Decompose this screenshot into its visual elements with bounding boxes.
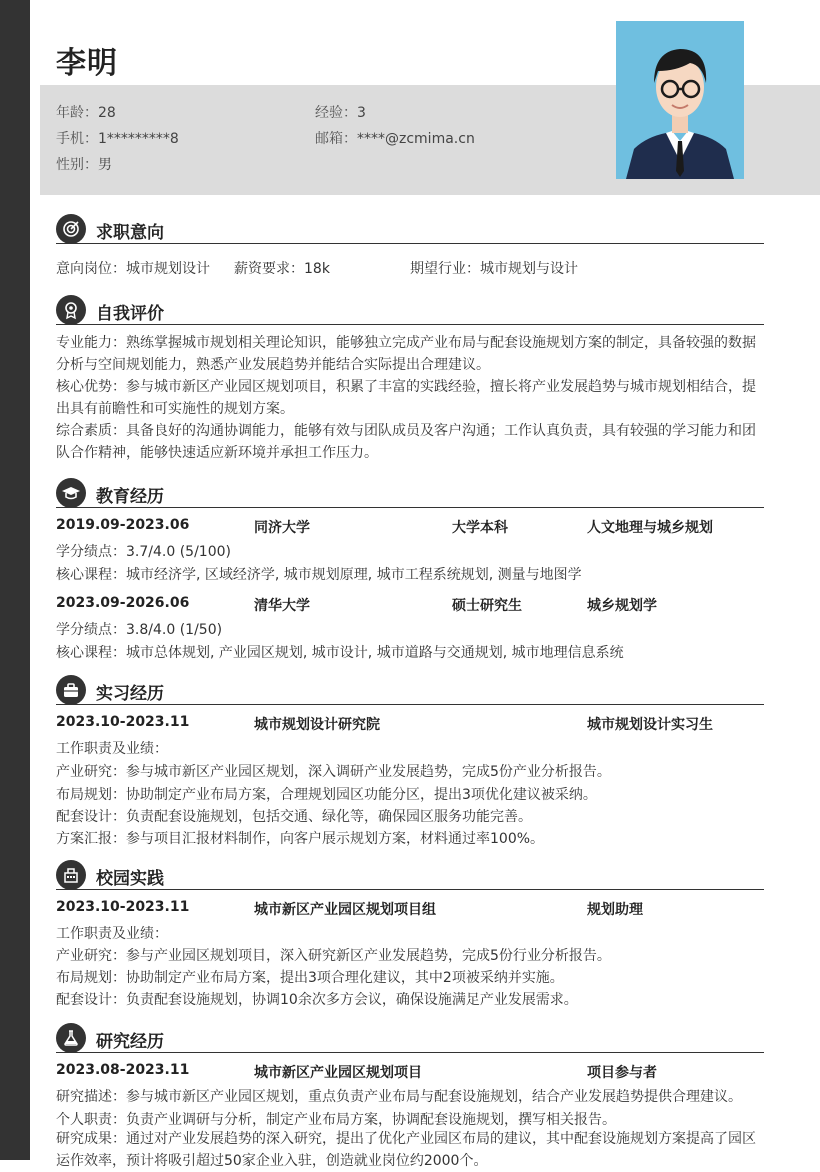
internship-line: 工作职责及业绩： — [56, 741, 168, 757]
intent-position: 意向岗位：城市规划设计 — [56, 261, 210, 277]
research-line: 个人职责：负责产业调研与分析，制定产业布局方案，协调配套设施规划，撰写相关报告。 — [56, 1112, 616, 1128]
education-degree: 硕士研究生 — [452, 598, 522, 614]
research-role: 项目参与者 — [587, 1065, 657, 1081]
portrait-illustration — [616, 21, 744, 179]
email-field: 邮箱：****@zcmima.cn — [315, 131, 475, 147]
education-major: 城乡规划学 — [587, 598, 657, 614]
campus-line: 布局规划：协助制定产业布局方案，提出3项合理化建议，其中2项被采纳并实施。 — [56, 970, 564, 986]
section-title: 实习经历 — [96, 684, 164, 704]
internship-line: 产业研究：参与城市新区产业园区规划，深入调研产业发展趋势，完成5份产业分析报告。 — [56, 764, 611, 780]
section-title: 自我评价 — [96, 304, 164, 324]
internship-line: 方案汇报：参与项目汇报材料制作，向客户展示规划方案，材料通过率100%。 — [56, 831, 545, 847]
research-period: 2023.08-2023.11 — [56, 1062, 190, 1078]
intent-salary: 薪资要求：18k — [234, 261, 330, 277]
campus-org: 城市新区产业园区规划项目组 — [254, 902, 436, 918]
age-field: 年龄：28 — [56, 105, 116, 121]
campus-line: 工作职责及业绩： — [56, 926, 168, 942]
education-gpa: 学分绩点：3.8/4.0 (1/50) — [56, 622, 223, 638]
internship-role: 城市规划设计实习生 — [587, 717, 713, 733]
section-self-evaluation — [56, 295, 764, 325]
self-eval-paragraph: 专业能力：熟练掌握城市规划相关理论知识，能够独立完成产业布局与配套设施规划方案的制定，具备较强的数据分析与空间规划能力，熟悉产业发展趋势并能结合实际提出合理建议。 — [56, 335, 756, 373]
campus-line: 配套设计：负责配套设施规划，协调10余次多方会议，确保设施满足产业发展需求。 — [56, 992, 578, 1008]
education-courses: 核心课程：城市总体规划, 产业园区规划, 城市设计, 城市道路与交通规划, 城市地理信息系统 — [56, 645, 624, 661]
section-education — [56, 478, 764, 508]
section-research — [56, 1023, 764, 1053]
research-result: 研究成果：通过对产业发展趋势的深入研究，提出了优化产业园区布局的建议，其中配套设施规划方案提高了园区运作效率，预计将吸引超过50家企业入驻，创造就业岗位约2000个。 — [56, 1131, 756, 1169]
education-degree: 大学本科 — [452, 520, 508, 536]
campus-period: 2023.10-2023.11 — [56, 899, 190, 915]
target-icon — [56, 214, 86, 244]
research-org: 城市新区产业园区规划项目 — [254, 1065, 422, 1081]
education-period: 2019.09-2023.06 — [56, 517, 190, 533]
education-school: 清华大学 — [254, 598, 310, 614]
flask-icon — [56, 1023, 86, 1053]
left-accent-strip — [0, 0, 30, 1160]
graduation-cap-icon — [56, 478, 86, 508]
internship-line: 配套设计：负责配套设施规划，包括交通、绿化等，确保园区服务功能完善。 — [56, 809, 532, 825]
section-title: 校园实践 — [96, 869, 164, 889]
education-row-header — [56, 517, 764, 539]
education-major: 人文地理与城乡规划 — [587, 520, 713, 536]
internship-org: 城市规划设计研究院 — [254, 717, 380, 733]
building-icon — [56, 860, 86, 890]
phone-field: 手机：1*********8 — [56, 131, 179, 147]
section-title: 研究经历 — [96, 1032, 164, 1052]
section-title: 求职意向 — [96, 223, 164, 243]
education-gpa: 学分绩点：3.7/4.0 (5/100) — [56, 544, 231, 560]
section-campus-practice — [56, 860, 764, 890]
candidate-name: 李明 — [56, 46, 118, 81]
badge-icon — [56, 295, 86, 325]
internship-line: 布局规划：协助制定产业布局方案，合理规划园区功能分区，提出3项优化建议被采纳。 — [56, 787, 597, 803]
section-title: 教育经历 — [96, 487, 164, 507]
campus-role: 规划助理 — [587, 902, 643, 918]
internship-row-header — [56, 714, 764, 736]
education-row-header — [56, 595, 764, 617]
education-courses: 核心课程：城市经济学, 区域经济学, 城市规划原理, 城市工程系统规划, 测量与地图学 — [56, 567, 582, 583]
self-eval-paragraph: 综合素质：具备良好的沟通协调能力，能够有效与团队成员及客户沟通；工作认真负责，具有较强的学习能力和团队合作精神，能够快速适应新环境并承担工作压力。 — [56, 423, 756, 461]
research-line: 研究描述：参与城市新区产业园区规划，重点负责产业布局与配套设施规划，结合产业发展趋势提供合理建议。 — [56, 1089, 742, 1105]
section-job-intent — [56, 214, 764, 244]
briefcase-icon — [56, 675, 86, 705]
education-school: 同济大学 — [254, 520, 310, 536]
education-period: 2023.09-2026.06 — [56, 595, 190, 611]
intent-industry: 期望行业：城市规划与设计 — [410, 261, 578, 277]
research-row-header — [56, 1062, 764, 1084]
internship-period: 2023.10-2023.11 — [56, 714, 190, 730]
self-eval-paragraph: 核心优势：参与城市新区产业园区规划项目，积累了丰富的实践经验，擅长将产业发展趋势与城市规划相结合，提出具有前瞻性和可实施性的规划方案。 — [56, 379, 756, 417]
gender-field: 性别：男 — [56, 157, 112, 173]
campus-row-header — [56, 899, 764, 921]
section-internship — [56, 675, 764, 705]
campus-line: 产业研究：参与产业园区规划项目，深入研究新区产业发展趋势，完成5份行业分析报告。 — [56, 948, 611, 964]
profile-photo — [616, 21, 744, 179]
experience-field: 经验：3 — [315, 105, 366, 121]
